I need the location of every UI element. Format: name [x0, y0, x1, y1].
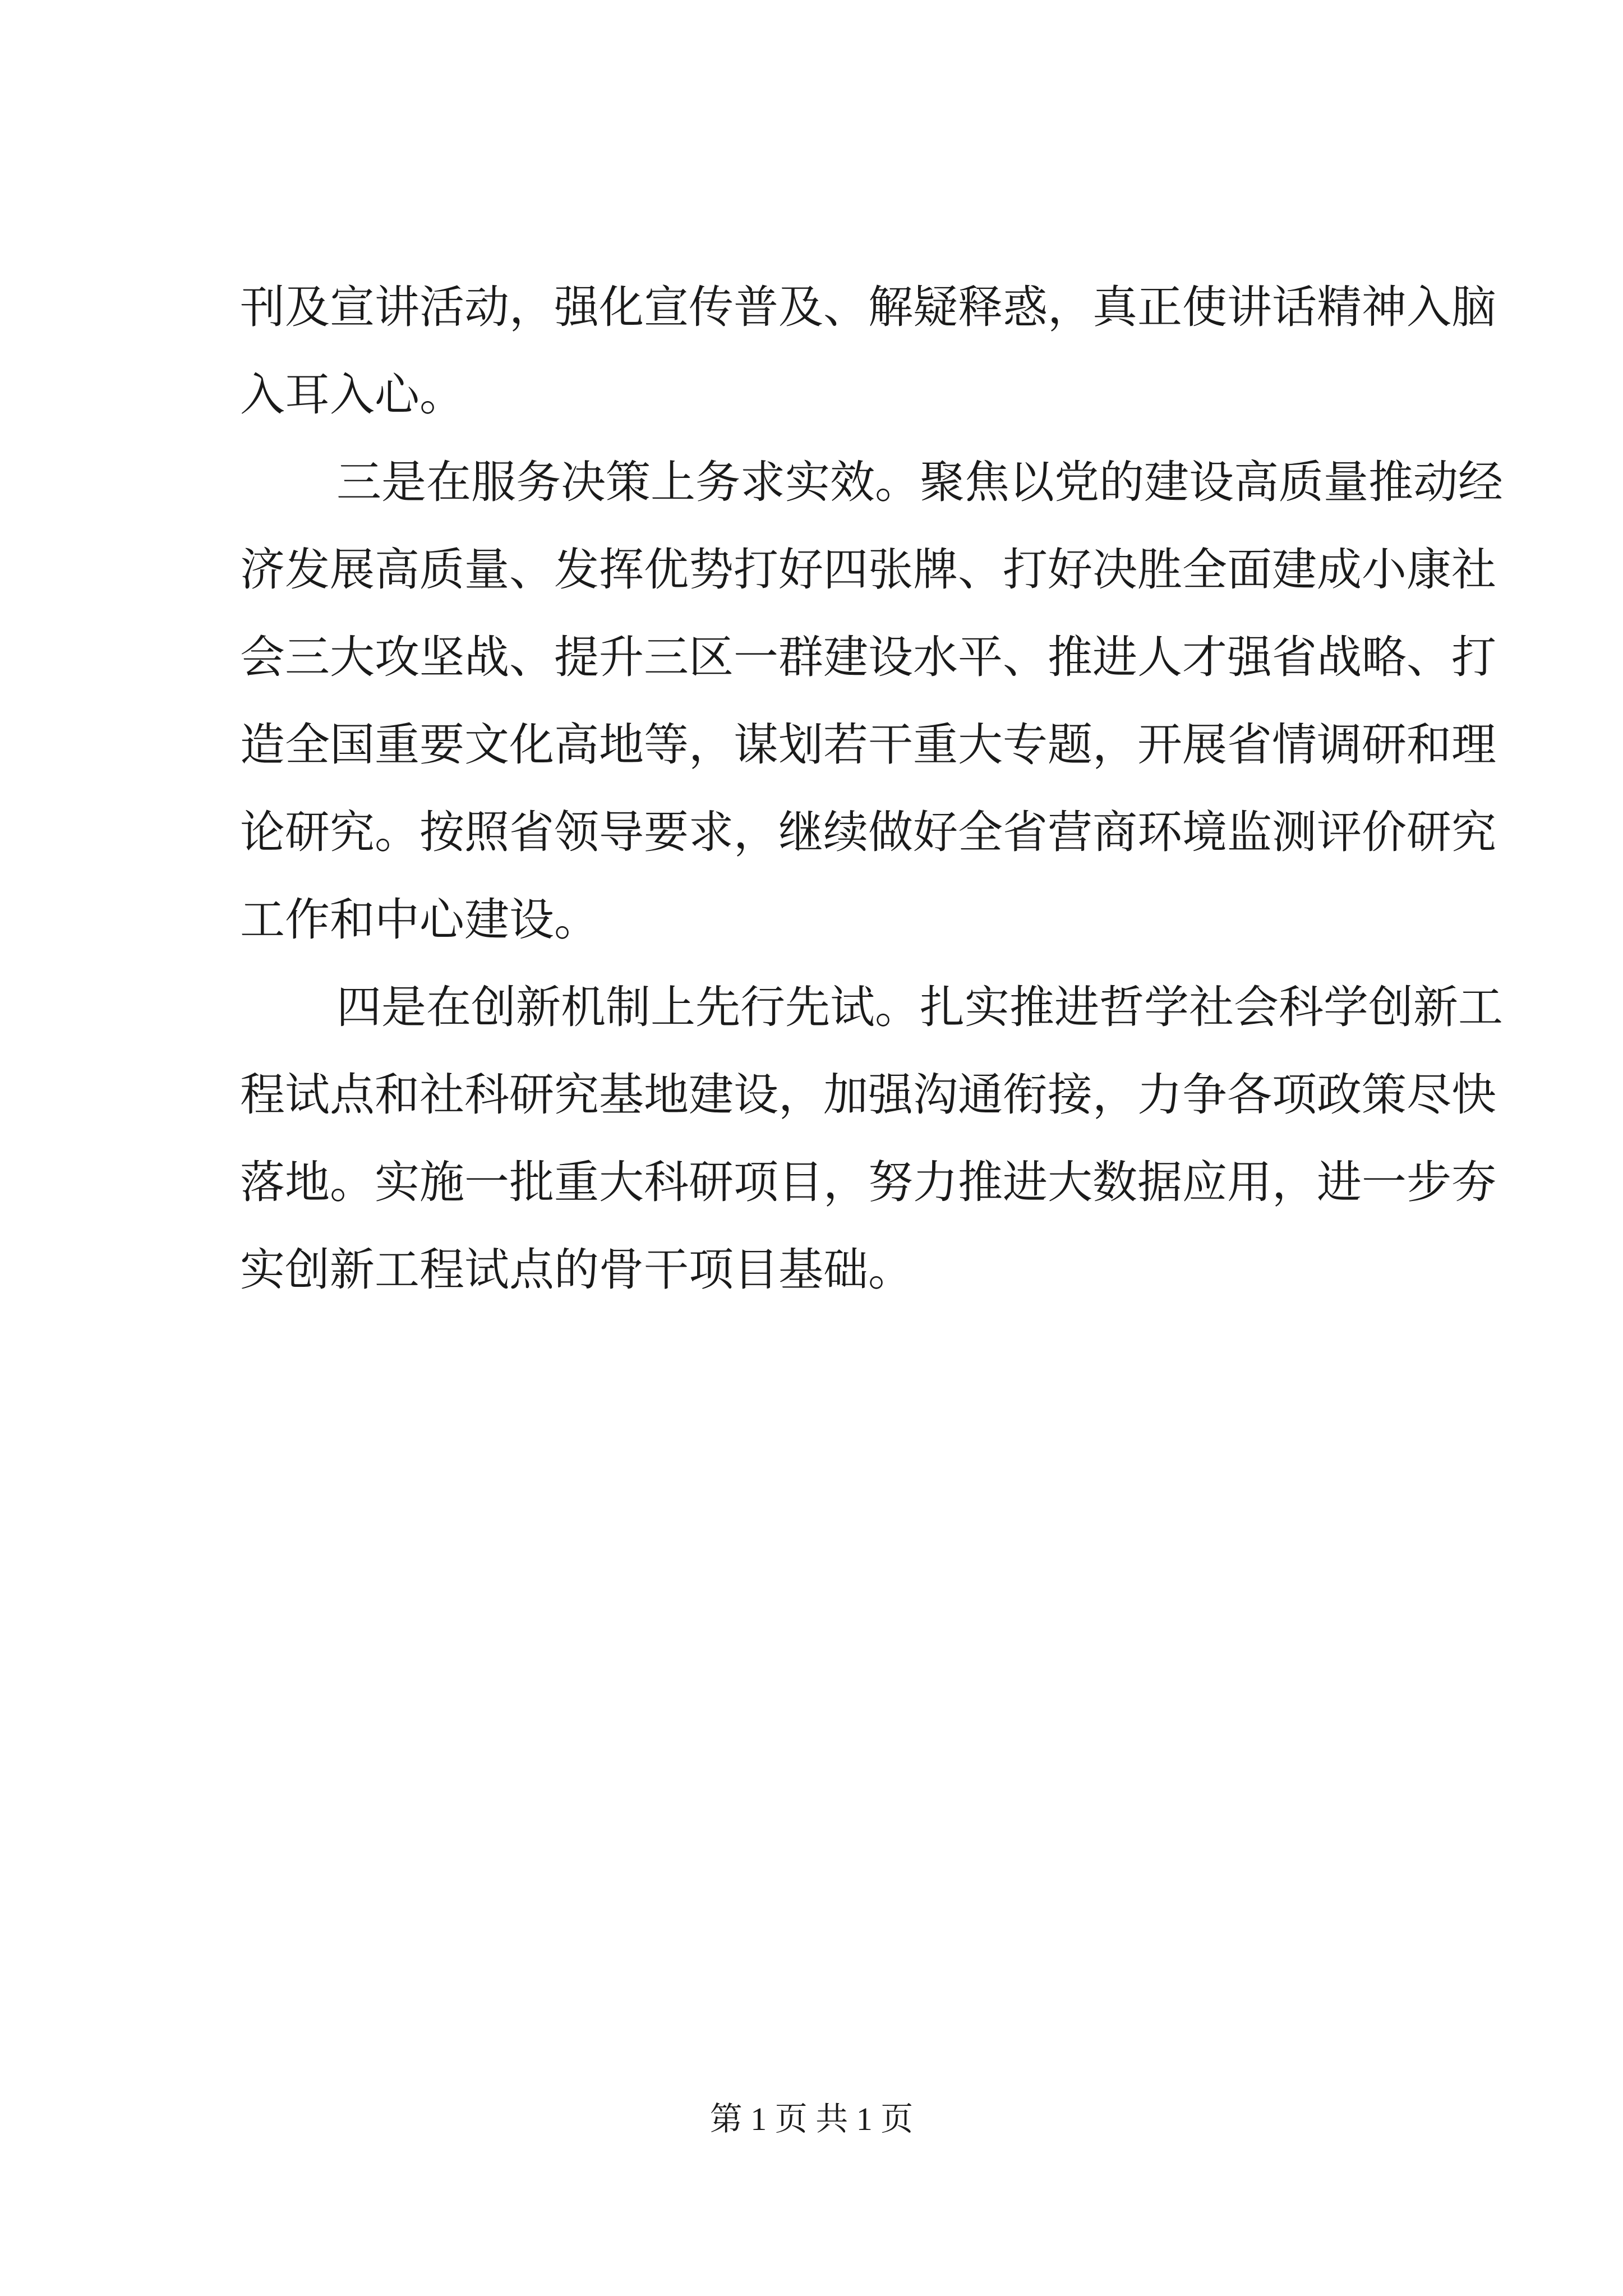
- text-line: 会三大攻坚战、提升三区一群建设水平、推进人才强省战略、打: [240, 631, 1496, 683]
- text-line: 落地。实施一批重大科研项目，努力推进大数据应用，进一步夯: [240, 1156, 1496, 1208]
- text-line: 实创新工程试点的骨干项目基础。: [240, 1244, 913, 1296]
- page-number-footer: 第 1 页 共 1 页: [709, 2101, 914, 2137]
- paragraph-start-line: 三是在服务决策上务求实效。聚焦以党的建设高质量推动经: [336, 456, 1503, 508]
- document-body: [240, 264, 1503, 1314]
- text-line: 工作和中心建设。: [240, 894, 599, 946]
- text-line: 论研究。按照省领导要求，继续做好全省营商环境监测评价研究: [240, 806, 1496, 858]
- text-line: 刊及宣讲活动，强化宣传普及、解疑释惑，真正使讲话精神入脑: [240, 281, 1496, 333]
- paragraph-start-line: 四是在创新机制上先行先试。扎实推进哲学社会科学创新工: [336, 981, 1503, 1033]
- text-line: 造全国重要文化高地等，谋划若干重大专题，开展省情调研和理: [240, 719, 1496, 771]
- text-line: 入耳入心。: [240, 369, 464, 421]
- text-line: 程试点和社科研究基地建设，加强沟通衔接，力争各项政策尽快: [240, 1069, 1496, 1121]
- text-line: 济发展高质量、发挥优势打好四张牌、打好决胜全面建成小康社: [240, 544, 1496, 596]
